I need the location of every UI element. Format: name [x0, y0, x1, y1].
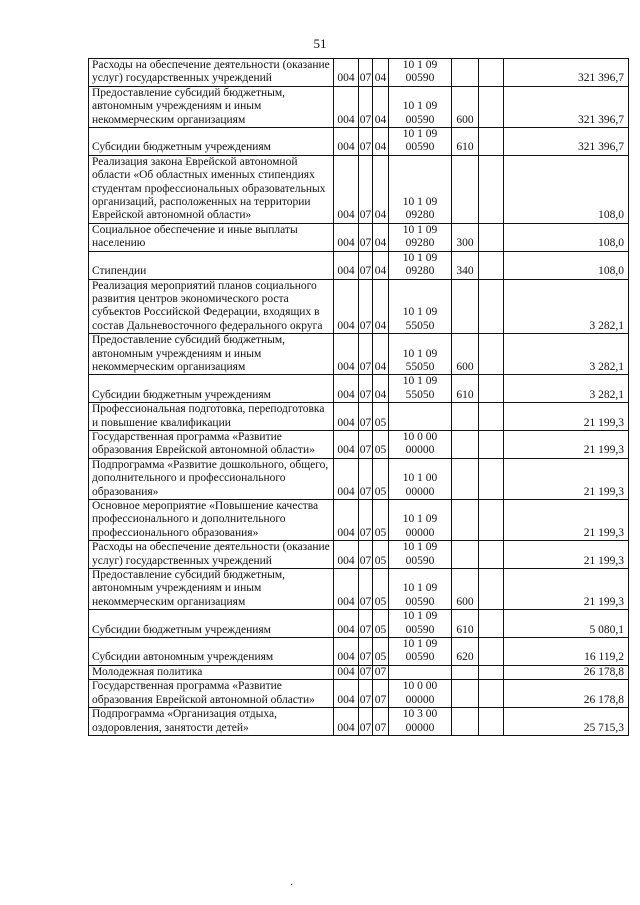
cell-ved: 004: [334, 128, 359, 156]
cell-pr: 07: [373, 680, 389, 708]
cell-csr: 10 1 09 00590: [389, 541, 452, 569]
cell-amount: 21 199,3: [504, 541, 629, 569]
table-row: [89, 86, 629, 127]
cell-csr: 10 0 00 00000: [389, 430, 452, 458]
cell-name: Расходы на обеспечение деятельности (оказание услуг) государственных учреждений: [89, 541, 334, 569]
budget-table: [88, 58, 629, 736]
cell-amount: 26 178,8: [504, 680, 629, 708]
cell-ved: 004: [334, 86, 359, 127]
cell-pr: 04: [373, 223, 389, 251]
cell-name: Субсидии бюджетным учреждениям: [89, 375, 334, 403]
table-row: [89, 334, 629, 375]
cell-name: Реализация закона Еврейской автономной области «Об областных именных стипендиях студентам профессиональных образовательных организаций, расположенных на территории Еврейской автономной области»: [89, 155, 334, 223]
cell-vr: [452, 541, 479, 569]
cell-vr: [452, 155, 479, 223]
cell-ved: 004: [334, 665, 359, 679]
cell-rz: 07: [359, 279, 373, 334]
cell-ved: 004: [334, 638, 359, 666]
cell-pr: 04: [373, 334, 389, 375]
cell-rz: 07: [359, 251, 373, 279]
cell-ved: 004: [334, 569, 359, 610]
cell-empty: [479, 458, 504, 499]
cell-name: Подпрограмма «Развитие дошкольного, общего, дополнительного и профессионального образования»: [89, 458, 334, 499]
cell-amount: 21 199,3: [504, 458, 629, 499]
cell-empty: [479, 279, 504, 334]
cell-csr: 10 1 09 55050: [389, 279, 452, 334]
scan-speck: ·: [290, 880, 294, 891]
cell-name: Предоставление субсидий бюджетным, автономным учреждениям и иным некоммерческим организациям: [89, 334, 334, 375]
cell-rz: 07: [359, 403, 373, 431]
cell-pr: 05: [373, 541, 389, 569]
cell-empty: [479, 665, 504, 679]
cell-empty: [479, 251, 504, 279]
cell-name: Субсидии бюджетным учреждениям: [89, 610, 334, 638]
cell-csr: 10 1 09 09280: [389, 223, 452, 251]
cell-name: Подпрограмма «Организация отдыха, оздоровления, занятости детей»: [89, 708, 334, 736]
cell-empty: [479, 569, 504, 610]
cell-ved: 004: [334, 708, 359, 736]
cell-name: Субсидии автономным учреждениям: [89, 638, 334, 666]
cell-empty: [479, 334, 504, 375]
cell-ved: 004: [334, 458, 359, 499]
cell-empty: [479, 430, 504, 458]
cell-csr: 10 1 09 00590: [389, 86, 452, 127]
table-row: [89, 223, 629, 251]
cell-amount: 3 282,1: [504, 279, 629, 334]
cell-amount: 321 396,7: [504, 59, 629, 87]
cell-amount: 21 199,3: [504, 500, 629, 541]
cell-rz: 07: [359, 375, 373, 403]
cell-name: Молодежная политика: [89, 665, 334, 679]
cell-rz: 07: [359, 59, 373, 87]
cell-rz: 07: [359, 569, 373, 610]
cell-pr: 04: [373, 279, 389, 334]
cell-amount: 21 199,3: [504, 430, 629, 458]
cell-vr: 600: [452, 569, 479, 610]
cell-pr: 04: [373, 59, 389, 87]
cell-vr: [452, 500, 479, 541]
cell-vr: [452, 279, 479, 334]
cell-csr: 10 1 09 09280: [389, 155, 452, 223]
cell-vr: [452, 680, 479, 708]
cell-csr: 10 3 00 00000: [389, 708, 452, 736]
table-row: [89, 375, 629, 403]
table-row: [89, 680, 629, 708]
cell-csr: 10 1 09 00000: [389, 500, 452, 541]
cell-ved: 004: [334, 541, 359, 569]
cell-name: Государственная программа «Развитие образования Еврейской автономной области»: [89, 680, 334, 708]
cell-rz: 07: [359, 155, 373, 223]
cell-amount: 21 199,3: [504, 403, 629, 431]
cell-vr: 610: [452, 128, 479, 156]
cell-csr: [389, 403, 452, 431]
cell-name: Субсидии бюджетным учреждениям: [89, 128, 334, 156]
cell-amount: 321 396,7: [504, 86, 629, 127]
cell-rz: 07: [359, 458, 373, 499]
cell-pr: 04: [373, 375, 389, 403]
cell-rz: 07: [359, 680, 373, 708]
cell-empty: [479, 500, 504, 541]
cell-csr: 10 1 09 55050: [389, 375, 452, 403]
cell-vr: [452, 458, 479, 499]
table-row: [89, 500, 629, 541]
cell-name: Реализация мероприятий планов социального развития центров экономического роста субъектов Российской Федерации, входящих в состав Дальневосточного федерального округа: [89, 279, 334, 334]
cell-empty: [479, 155, 504, 223]
cell-empty: [479, 610, 504, 638]
cell-csr: 10 1 09 00590: [389, 610, 452, 638]
table-row: [89, 458, 629, 499]
cell-csr: [389, 665, 452, 679]
cell-pr: 04: [373, 86, 389, 127]
table-row: [89, 155, 629, 223]
table-row: [89, 569, 629, 610]
cell-name: Расходы на обеспечение деятельности (оказание услуг) государственных учреждений: [89, 59, 334, 87]
cell-pr: 05: [373, 500, 389, 541]
cell-rz: 07: [359, 708, 373, 736]
cell-vr: [452, 708, 479, 736]
cell-pr: 04: [373, 155, 389, 223]
cell-pr: 05: [373, 610, 389, 638]
cell-rz: 07: [359, 665, 372, 678]
cell-amount: 108,0: [504, 155, 629, 223]
cell-pr: 04: [373, 128, 389, 156]
cell-ved: 004: [334, 430, 359, 458]
cell-amount: 25 715,3: [504, 708, 629, 736]
cell-ved: 004: [334, 375, 359, 403]
cell-empty: [479, 708, 504, 736]
cell-ved: 004: [334, 500, 359, 541]
table-row: [89, 128, 629, 156]
cell-rz: 07: [359, 334, 373, 375]
cell-rz: 07: [359, 500, 373, 541]
cell-ved: 004: [334, 334, 359, 375]
cell-vr: 610: [452, 610, 479, 638]
cell-amount: 321 396,7: [504, 128, 629, 156]
cell-vr: [452, 665, 479, 679]
cell-vr: 300: [452, 223, 479, 251]
cell-pr: 05: [373, 458, 389, 499]
cell-vr: 610: [452, 375, 479, 403]
cell-ved: 004: [334, 251, 359, 279]
table-row: [89, 708, 629, 736]
cell-vr: 620: [452, 638, 479, 666]
cell-pr: 04: [373, 251, 389, 279]
cell-name: Профессиональная подготовка, переподготовка и повышение квалификации: [89, 403, 334, 431]
cell-empty: [479, 638, 504, 666]
cell-name: Государственная программа «Развитие образования Еврейской автономной области»: [89, 430, 334, 458]
cell-name: Предоставление субсидий бюджетным, автономным учреждениям и иным некоммерческим организациям: [89, 86, 334, 127]
cell-csr: 10 1 09 09280: [389, 251, 452, 279]
table-row: [89, 610, 629, 638]
cell-pr: 05: [373, 569, 389, 610]
table-row: [89, 59, 629, 87]
table-row: [89, 403, 629, 431]
cell-csr: 10 1 00 00000: [389, 458, 452, 499]
cell-amount: 16 119,2: [504, 638, 629, 666]
cell-csr: 10 1 09 00590: [389, 59, 452, 87]
cell-ved: 004: [334, 403, 359, 431]
table-row: [89, 430, 629, 458]
cell-name: Стипендии: [89, 251, 334, 279]
cell-csr: 10 1 09 00590: [389, 638, 452, 666]
cell-rz: 07: [359, 223, 373, 251]
cell-vr: [452, 59, 479, 87]
cell-empty: [479, 128, 504, 156]
cell-empty: [479, 403, 504, 431]
cell-empty: [479, 541, 504, 569]
cell-amount: 26 178,8: [504, 665, 629, 679]
cell-amount: 3 282,1: [504, 375, 629, 403]
cell-empty: [479, 375, 504, 403]
cell-csr: 10 1 09 00590: [389, 569, 452, 610]
cell-amount: 5 080,1: [504, 610, 629, 638]
cell-vr: 600: [452, 86, 479, 127]
cell-vr: 340: [452, 251, 479, 279]
table-row: [89, 279, 629, 334]
cell-csr: 10 1 09 00590: [389, 128, 452, 156]
cell-pr: 07: [373, 708, 389, 736]
cell-rz: 07: [359, 541, 373, 569]
cell-empty: [479, 680, 504, 708]
cell-rz: 07: [359, 430, 373, 458]
cell-amount: 21 199,3: [504, 569, 629, 610]
cell-ved: 004: [334, 155, 359, 223]
cell-amount: 108,0: [504, 251, 629, 279]
cell-rz: 07: [359, 128, 373, 156]
cell-ved: 004: [334, 59, 359, 87]
table-row: [89, 541, 629, 569]
cell-rz: 07: [359, 610, 373, 638]
cell-csr: 10 1 09 55050: [389, 334, 452, 375]
cell-name: Предоставление субсидий бюджетным, автономным учреждениям и иным некоммерческим организациям: [89, 569, 334, 610]
cell-amount: 3 282,1: [504, 334, 629, 375]
cell-amount: 108,0: [504, 223, 629, 251]
cell-pr: 05: [373, 430, 389, 458]
cell-pr: 05: [373, 403, 389, 431]
cell-ved: 004: [334, 610, 359, 638]
cell-empty: [479, 86, 504, 127]
cell-vr: [452, 430, 479, 458]
cell-name: Социальное обеспечение и иные выплаты населению: [89, 223, 334, 251]
cell-name: Основное мероприятие «Повышение качества профессионального и дополнительного профессионального образования»: [89, 500, 334, 541]
cell-pr: 05: [373, 638, 389, 666]
page-number: 51: [313, 36, 327, 51]
cell-csr: 10 0 00 00000: [389, 680, 452, 708]
cell-ved: 004: [334, 680, 359, 708]
cell-ved: 004: [334, 223, 359, 251]
table-row: [89, 665, 629, 679]
cell-empty: [479, 59, 504, 87]
cell-vr: 600: [452, 334, 479, 375]
cell-empty: [479, 223, 504, 251]
cell-rz: 07: [359, 638, 373, 666]
table-row: [89, 251, 629, 279]
cell-ved: 004: [334, 279, 359, 334]
cell-rz: 07: [359, 86, 373, 127]
cell-vr: [452, 403, 479, 431]
cell-pr: 07: [373, 665, 389, 679]
table-row: [89, 638, 629, 666]
